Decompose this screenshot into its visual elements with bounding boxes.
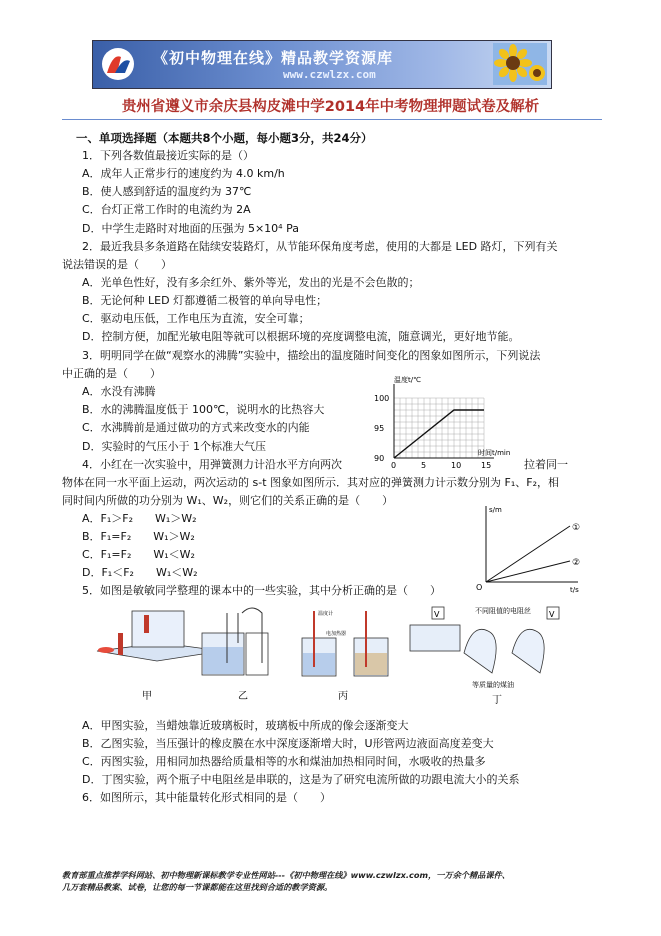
resistor-label: 不同阻值的电阻丝 xyxy=(475,607,531,615)
q1-option-c: C．台灯正常工作时的电流约为 2A xyxy=(82,203,251,216)
y-tick-label: 90 xyxy=(374,454,385,463)
header-banner xyxy=(92,40,552,89)
site-logo-icon xyxy=(101,47,135,81)
x-tick-label: 5 xyxy=(421,461,427,470)
question-1: 1．下列各数值最接近实际的是（） xyxy=(82,149,254,162)
figure-label-bing: 丙 xyxy=(338,691,348,702)
footer-line-1: 教育部重点推荐学科网站、初中物理新课标教学专业性网站---《初中物理在线》www.czwlzx.com，一万余个精品课件、 xyxy=(62,870,510,880)
series-line xyxy=(486,526,570,582)
title-divider xyxy=(62,119,602,120)
q3-option-a: A．水没有沸腾 xyxy=(82,385,156,398)
q1-option-a: A．成年人正常步行的速度约为 4.0 km/h xyxy=(82,167,285,180)
q3-option-b: B．水的沸腾温度低于 100℃，说明水的比热容大 xyxy=(82,403,325,416)
series-label: ② xyxy=(572,558,581,568)
experiments-figure xyxy=(92,603,592,713)
question-2: 2．最近我县多条道路在陆续安装路灯，从节能环保角度考虑，使用的大都是 LED 路灯，下列有关 xyxy=(82,240,558,253)
x-axis-label: t/s xyxy=(570,586,579,594)
question-5: 5．如图是敏敏同学整理的课本中的一些实验，其中分析正确的是（ ） xyxy=(82,584,441,597)
q1-option-b: B．使人感到舒适的温度约为 37℃ xyxy=(82,185,252,198)
footer-line-2: 几万套精品教案、试卷，让您的每一节课都能在这里找到合适的教学资源。 xyxy=(62,882,333,892)
q2-option-a: A．光单色性好，没有多余红外、紫外等光，发出的光是不会色散的； xyxy=(82,276,420,289)
y-tick-label: 95 xyxy=(374,424,385,433)
series-line xyxy=(486,561,570,582)
banner-title: 《初中物理在线》精品教学资源库 xyxy=(153,49,394,67)
y-axis-label: s/m xyxy=(489,506,502,514)
figure-bing xyxy=(302,610,388,702)
q3-option-c: C．水沸腾前是通过做功的方式来改变水的内能 xyxy=(82,421,310,434)
y-axis-label: 温度t/℃ xyxy=(394,376,421,384)
chart-grid xyxy=(394,398,484,458)
question-4-cont: 物体在同一水平面上运动，两次运动的 s-t 图象如图所示．其对应的弹簧测力计示数分别为 F₁、F₂，相 xyxy=(62,476,559,489)
figure-yi xyxy=(202,608,268,702)
q4-option-c: C．F₁=F₂ W₁＜W₂ xyxy=(82,548,195,561)
x-tick-label: 15 xyxy=(481,461,492,470)
q2-option-b: B．无论何种 LED 灯都遵循二极管的单向导电性； xyxy=(82,294,328,307)
voltmeter-2-icon: V xyxy=(549,610,555,619)
q1-option-d: D．中学生走路时对地面的压强为 5×10⁴ Pa xyxy=(82,222,299,235)
figure-label-ding: 丁 xyxy=(492,695,502,706)
q4-option-b: B．F₁=F₂ W₁＞W₂ xyxy=(82,530,195,543)
section-heading: 一、单项选择题（本题共8个小题，每小题3分，共24分） xyxy=(76,131,373,145)
question-4-cont2: 同时间内所做的功分别为 W₁、W₂，则它们的关系正确的是（ ） xyxy=(62,494,394,507)
q5-option-b: B．乙图实验，当压强计的橡皮膜在水中深度逐渐增大时，U形管两边液面高度差变大 xyxy=(82,737,494,750)
banner-url: www.czwlzx.com xyxy=(283,68,376,81)
document-title: 贵州省遵义市余庆县构皮滩中学2014年中考物理押题试卷及解析 xyxy=(121,99,540,115)
voltmeter-1-icon: V xyxy=(434,610,440,619)
st-graph xyxy=(470,500,590,596)
sunflower-icon xyxy=(493,43,547,85)
question-4: 4．小红在一次实验中，用弹簧测力计沿水平方向两次 xyxy=(82,458,342,471)
q4-option-a: A．F₁＞F₂ W₁＞W₂ xyxy=(82,512,197,525)
q5-option-d: D．丁图实验，两个瓶子中电阻丝是串联的，这是为了研究电流所做的功跟电流大小的关系 xyxy=(82,773,520,786)
q4-option-d: D．F₁＜F₂ W₁＜W₂ xyxy=(82,566,198,579)
question-2-cont: 说法错误的是（ ） xyxy=(62,258,172,271)
q3-option-d: D．实验时的气压小于 1个标准大气压 xyxy=(82,440,266,453)
figure-label-yi: 乙 xyxy=(238,691,248,702)
q2-option-c: C．驱动电压低，工作电压为直流，安全可靠； xyxy=(82,312,310,325)
question-3-cont: 中正确的是（ ） xyxy=(62,367,161,380)
boiling-temperature-chart xyxy=(352,372,511,470)
figure-ding xyxy=(410,606,559,706)
question-3: 3．明明同学在做“观察水的沸腾”实验中，描绘出的温度随时间变化的图象如图所示，下列说法 xyxy=(82,349,541,362)
origin-label: O xyxy=(476,583,483,592)
thermometer-label: 温度计 xyxy=(318,611,334,617)
series-label: ① xyxy=(572,523,581,533)
question-6: 6．如图所示，其中能量转化形式相同的是（ ） xyxy=(82,791,331,804)
figure-label-jia: 甲 xyxy=(142,691,152,702)
x-axis-label: 时间t/min xyxy=(478,449,511,457)
q5-option-a: A．甲图实验，当蜡烛靠近玻璃板时，玻璃板中所成的像会逐渐变大 xyxy=(82,719,409,732)
question-4-tail: 拉着同一 xyxy=(524,458,568,471)
x-tick-label: 0 xyxy=(391,461,397,470)
x-tick-label: 10 xyxy=(451,461,462,470)
heater-label: 电加热器 xyxy=(326,631,347,637)
q2-option-d: D．控制方便，加配光敏电阻等就可以根据环境的亮度调整电流，随意调光，更好地节能。 xyxy=(82,330,520,343)
y-tick-label: 100 xyxy=(374,394,390,403)
oil-label: 等质量的煤油 xyxy=(472,681,514,689)
q5-option-c: C．丙图实验，用相同加热器给质量相等的水和煤油加热相同时间，水吸收的热量多 xyxy=(82,755,486,768)
